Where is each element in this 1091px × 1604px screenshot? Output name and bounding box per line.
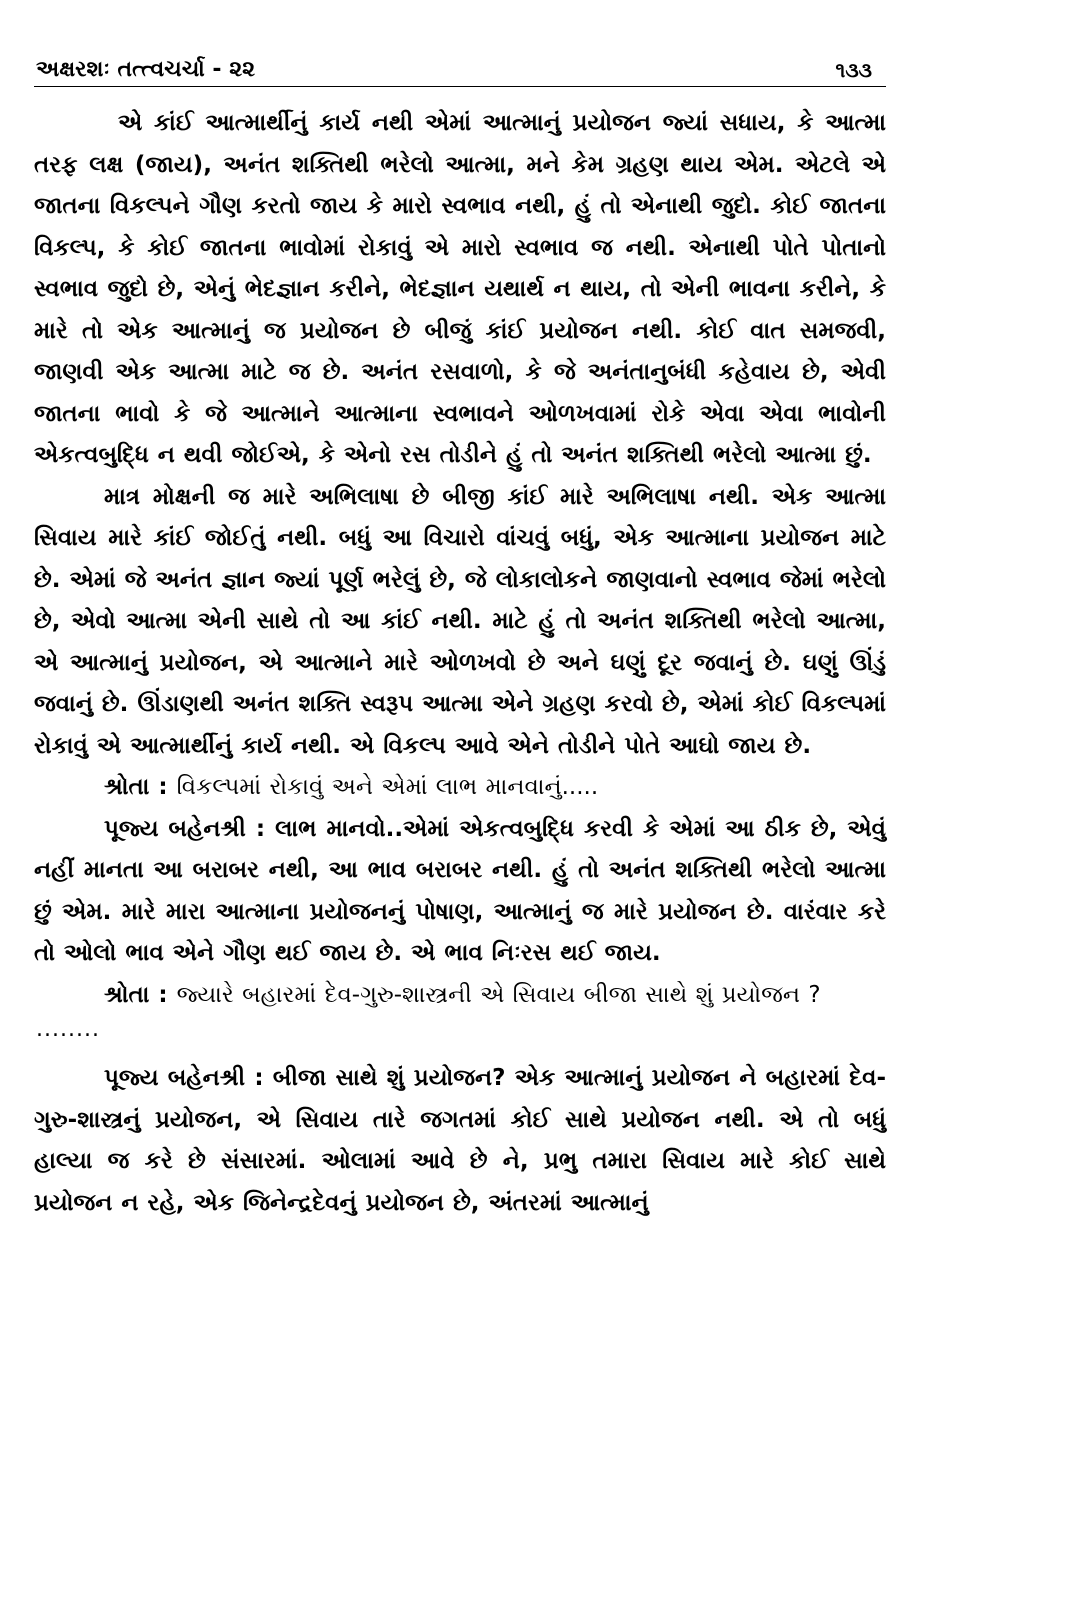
listener-question-1 — [34, 767, 886, 809]
question-text: જ્યારે બહારમાં દેવ-ગુરુ-શાસ્ત્રની એ સિવાય બીજા સાથે શું પ્રયોજન ? — [176, 981, 821, 1008]
answer-paragraph-1 — [34, 809, 886, 975]
answer-text: લાભ માનવો..એમાં એકત્વબુદ્ધિ કરવી કે એમાં આ ઠીક છે, એવું નહીં માનતા આ બરાબર નથી, આ ભાવ બરાબર નથી. હું તો અનંત શક્તિથી ભરેલો આત્મા છું એમ. મારે મારા આત્માના પ્રયોજનનું પોષાણ, આત્માનું જ મારે પ્રયોજન છે. વારંવાર કરે તો ઓલો ભાવ એને ગૌણ થઈ જાય છે. એ ભાવ નિઃરસ થઈ જાય. — [34, 815, 886, 966]
speaker-label: શ્રોતા : — [104, 981, 168, 1008]
answer-paragraph-2 — [34, 1058, 886, 1224]
running-title: અક્ષરશઃ તત્ત્વચર્ચા - ૨૨ — [36, 57, 256, 82]
question-text: વિકલ્પમાં રોકાવું અને એમાં લાભ માનવાનું..... — [176, 774, 599, 800]
ellipsis-dots: ........ — [36, 1017, 100, 1042]
paragraph-1 — [34, 103, 886, 477]
speaker-label: પૂજ્ય બહેનશ્રી : — [104, 1065, 264, 1091]
page-body — [34, 103, 886, 1224]
page-header — [34, 38, 886, 87]
listener-question-2 — [34, 975, 886, 1017]
document-page — [34, 38, 886, 1224]
paragraph-2 — [34, 477, 886, 768]
speaker-label: પૂજ્ય બહેનશ્રી : — [104, 815, 266, 842]
paragraph-text: એ કાંઈ આત્માર્થીનું કાર્ય નથી એમાં આત્માનું પ્રયોજન જ્યાં સધાય, કે આત્મા તરફ લક્ષ (જાય), અનંત શક્તિથી ભરેલો આત્મા, મને કેમ ગ્રહણ થાય એમ. એટલે એ જાતના વિકલ્પને ગૌણ કરતો જાય કે મારો સ્વભાવ નથી, હું તો એનાથી જુદો. કોઈ જાતના વિકલ્પ, કે કોઈ જાતના ભાવોમાં રોકાવું એ મારો સ્વભાવ જ નથી. એનાથી પોતે પોતાનો સ્વભાવ જુદો છે, એનું ભેદજ્ઞાન કરીને, ભેદજ્ઞાન યથાર્થ ન થાય, તો એની ભાવના કરીને, કે મારે તો એક આત્માનું જ પ્રયોજન છે બીજું કાંઈ પ્રયોજન નથી. કોઈ વાત સમજવી, જાણવી એક આત્મા માટે જ છે. અનંત રસવાળો, કે જે અનંતાનુબંધી કહેવાય છે, એવી જાતના ભાવો કે જે આત્માને આત્માના સ્વભાવને ઓળખવામાં રોકે એવા એવા ભાવોની એકત્વબુદ્ધિ ન થવી જોઈએ, કે એનો રસ તોડીને હું તો અનંત શક્તિથી ભરેલો આત્મા છું. — [34, 110, 886, 468]
answer-text: બીજા સાથે શું પ્રયોજન? એક આત્માનું પ્રયોજન ને બહારમાં દેવ-ગુરુ-શાસ્ત્રનું પ્રયોજન, એ સિવાય તારે જગતમાં કોઈ સાથે પ્રયોજન નથી. એ તો બધું હાલ્યા જ કરે છે સંસારમાં. ઓલામાં આવે છે ને, પ્રભુ તમારા સિવાય મારે કોઈ સાથે પ્રયોજન ન રહે, એક જિનેન્દ્રદેવનું પ્રયોજન છે, અંતરમાં આત્માનું — [34, 1065, 886, 1216]
page-number: ૧૩૩ — [835, 58, 872, 82]
paragraph-text: માત્ર મોક્ષની જ મારે અભિલાષા છે બીજી કાંઈ મારે અભિલાષા નથી. એક આત્મા સિવાય મારે કાંઈ જોઈતું નથી. બધું આ વિચારો વાંચવું બધું, એક આત્માના પ્રયોજન માટે છે. એમાં જે અનંત જ્ઞાન જ્યાં પૂર્ણ ભરેલું છે, જે લોકાલોકને જાણવાનો સ્વભાવ જેમાં ભરેલો છે, એવો આત્મા એની સાથે તો આ કાંઈ નથી. માટે હું તો અનંત શક્તિથી ભરેલો આત્મા, એ આત્માનું પ્રયોજન, એ આત્માને મારે ઓળખવો છે અને ઘણું દૂર જવાનું છે. ઘણું ઊંડું જવાનું છે. ઊંડાણથી અનંત શક્તિ સ્વરૂપ આત્મા એને ગ્રહણ કરવો છે, એમાં કોઈ વિકલ્પમાં રોકાવું એ આત્માર્થીનું કાર્ય નથી. એ વિકલ્પ આવે એને તોડીને પોતે આઘો જાય છે. — [34, 483, 886, 759]
speaker-label: શ્રોતા : — [104, 774, 168, 800]
